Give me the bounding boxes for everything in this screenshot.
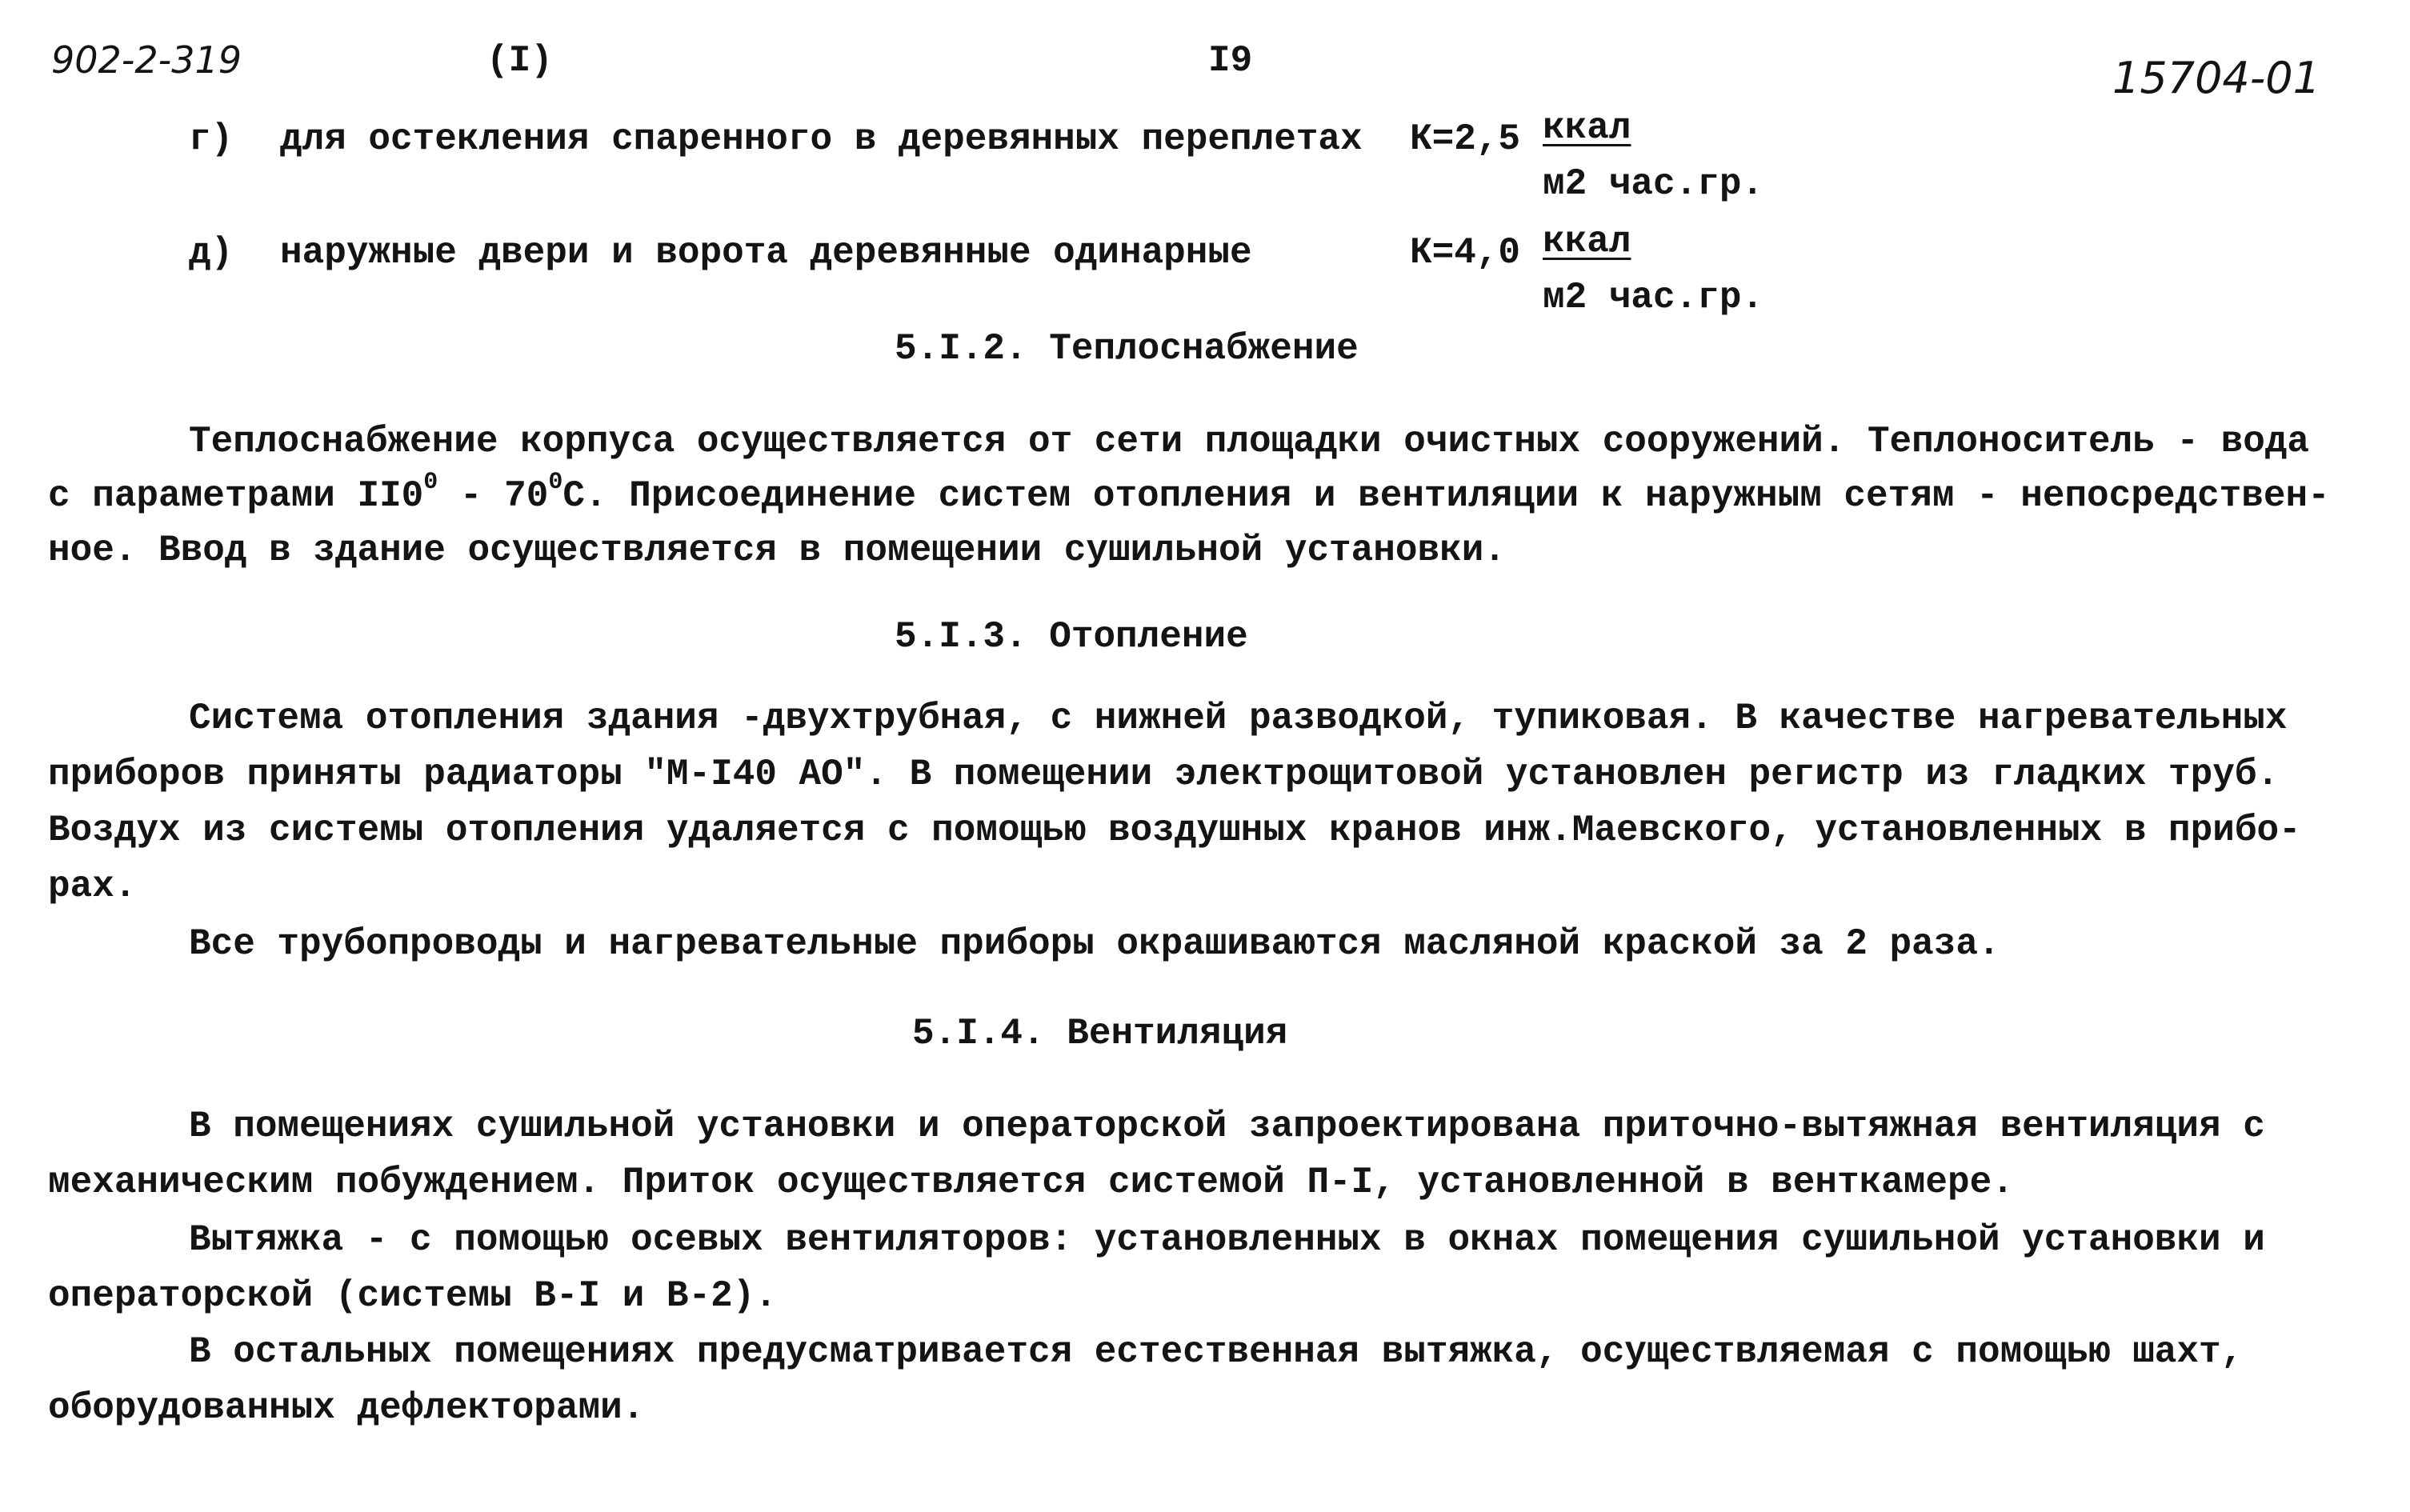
paragraph-line: приборов приняты радиаторы "М-I40 АО". В помещении электрощитовой установлен регистр из гладких труб. [48,754,2280,795]
item-text: наружные двери и ворота деревянные одинарные [280,232,1252,274]
archive-number: 15704-01 [2112,53,2320,103]
paragraph-line: Воздух из системы отопления удаляется с помощью воздушных кранов инж.Маевского, установленных в прибо- [48,810,2301,851]
paragraph-line: оборудованных дефлекторами. [48,1387,645,1429]
item-coefficient: К=4,0 [1410,232,1521,274]
paragraph-line: Все трубопроводы и нагревательные приборы окрашиваются масляной краской за 2 раза. [189,923,2000,965]
part-number: (I) [486,40,553,82]
paragraph-line [48,469,2330,517]
page-number: I9 [1208,40,1253,82]
item-marker: г) [189,118,234,160]
line-part: С. Присоединение систем отопления и вентиляции к наружным сетям - непосредствен- [562,475,2330,517]
doc-code: 902-2-319 [51,38,242,82]
line-part: - 70 [438,475,549,517]
paragraph-line: Система отопления здания -двухтрубная, с нижней разводкой, тупиковая. В качестве нагревательных [189,698,2288,739]
section-heading: 5.I.3. Отопление [895,616,1248,658]
item-coefficient: К=2,5 [1410,118,1521,160]
section-heading: 5.I.2. Теплоснабжение [895,328,1359,370]
paragraph-line: Вытяжка - с помощью осевых вентиляторов: установленных в окнах помещения сушильной установки и [189,1219,2265,1261]
unit-numerator: ккал [1543,221,1631,262]
paragraph-line: ное. Ввод в здание осуществляется в помещении сушильной установки. [48,530,1506,571]
paragraph-line: Теплоснабжение корпуса осуществляется от сети площадки очистных сооружений. Теплоноситель - вода [189,421,2310,462]
unit-denominator: м2 час.гр. [1543,277,1764,318]
unit-denominator: м2 час.гр. [1543,163,1764,205]
paragraph-line: механическим побуждением. Приток осуществляется системой П-I, установленной в венткамере. [48,1162,2014,1203]
degree-superscript: 0 [423,469,438,496]
paragraph-line: В помещениях сушильной установки и операторской запроектирована приточно-вытяжная вентиляция с [189,1106,2265,1147]
line-part: с параметрами II0 [48,475,424,517]
unit-numerator: ккал [1543,107,1631,149]
paragraph-line: операторской (системы В-I и В-2). [48,1275,777,1317]
degree-superscript: 0 [548,469,563,496]
item-text: для остекления спаренного в деревянных переплетах [280,118,1363,160]
paragraph-line: рах. [48,866,137,907]
paragraph-line: В остальных помещениях предусматривается естественная вытяжка, осуществляемая с помощью шахт, [189,1331,2244,1373]
section-heading: 5.I.4. Вентиляция [912,1013,1288,1054]
item-marker: д) [189,232,234,274]
